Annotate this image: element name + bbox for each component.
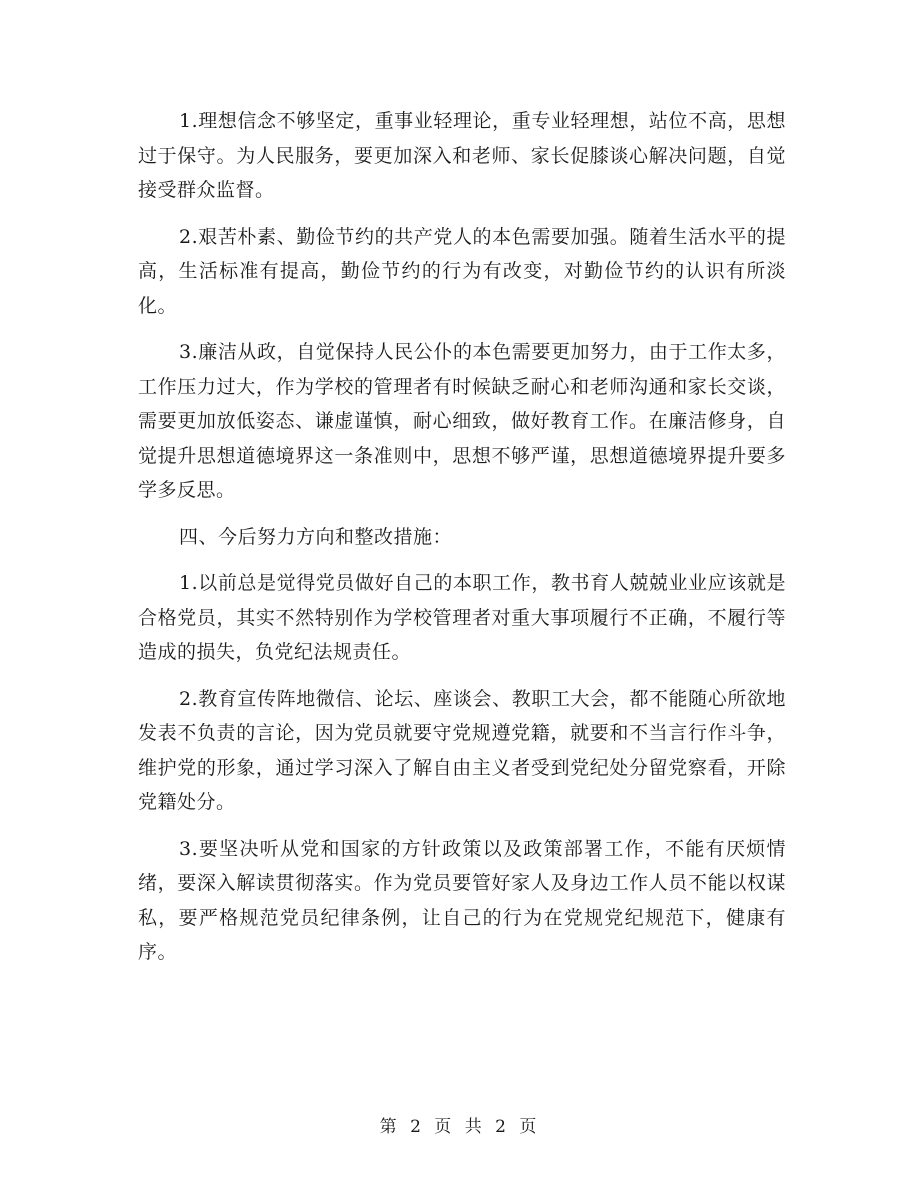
- paragraph-7: 3.要坚决听从党和国家的方针政策以及政策部署工作，不能有厌烦情绪，要深入解读贯彻落实。作为党员要管好家人及身边工作人员不能以权谋私，要严格规范党员纪律条例，让自己的行为在党规党纪规范下，健康有序。: [138, 837, 786, 963]
- paragraph-1: 1.理想信念不够坚定，重事业轻理论，重专业轻理想，站位不高，思想过于保守。为人民服务，要更加深入和老师、家长促膝谈心解决问题，自觉接受群众监督。: [138, 110, 786, 201]
- paragraph-5: 1.以前总是觉得党员做好自己的本职工作，教书育人兢兢业业应该就是合格党员，其实不然特别作为学校管理者对重大事项履行不正确，不履行等造成的损失，负党纪法规责任。: [138, 572, 786, 663]
- paragraph-3: 3.廉洁从政，自觉保持人民公仆的本色需要更加努力，由于工作太多，工作压力过大，作为学校的管理者有时候缺乏耐心和老师沟通和家长交谈，需要更加放低姿态、谦虚谨慎，耐心细致，做好教育工作。在廉洁修身，自觉提升思想道德境界这一条准则中，思想不够严谨，思想道德境界提升要多学多反思。: [138, 341, 786, 501]
- document-body: [138, 104, 786, 982]
- section-heading: 四、今后努力方向和整改措施：: [179, 525, 453, 548]
- page-footer: 第 2 页 共 2 页: [379, 1117, 541, 1137]
- paragraph-6: 2.教育宣传阵地微信、论坛、座谈会、教职工大会，都不能随心所欲地发表不负责的言论，因为党员就要守党规遵党籍，就要和不当言行作斗争，维护党的形象，通过学习深入了解自由主义者受到党纪处分留党察看，开除党籍处分。: [138, 687, 786, 813]
- paragraph-2: 2.艰苦朴素、勤俭节约的共产党人的本色需要加强。随着生活水平的提高，生活标准有提高，勤俭节约的行为有改变，对勤俭节约的认识有所淡化。: [138, 225, 786, 317]
